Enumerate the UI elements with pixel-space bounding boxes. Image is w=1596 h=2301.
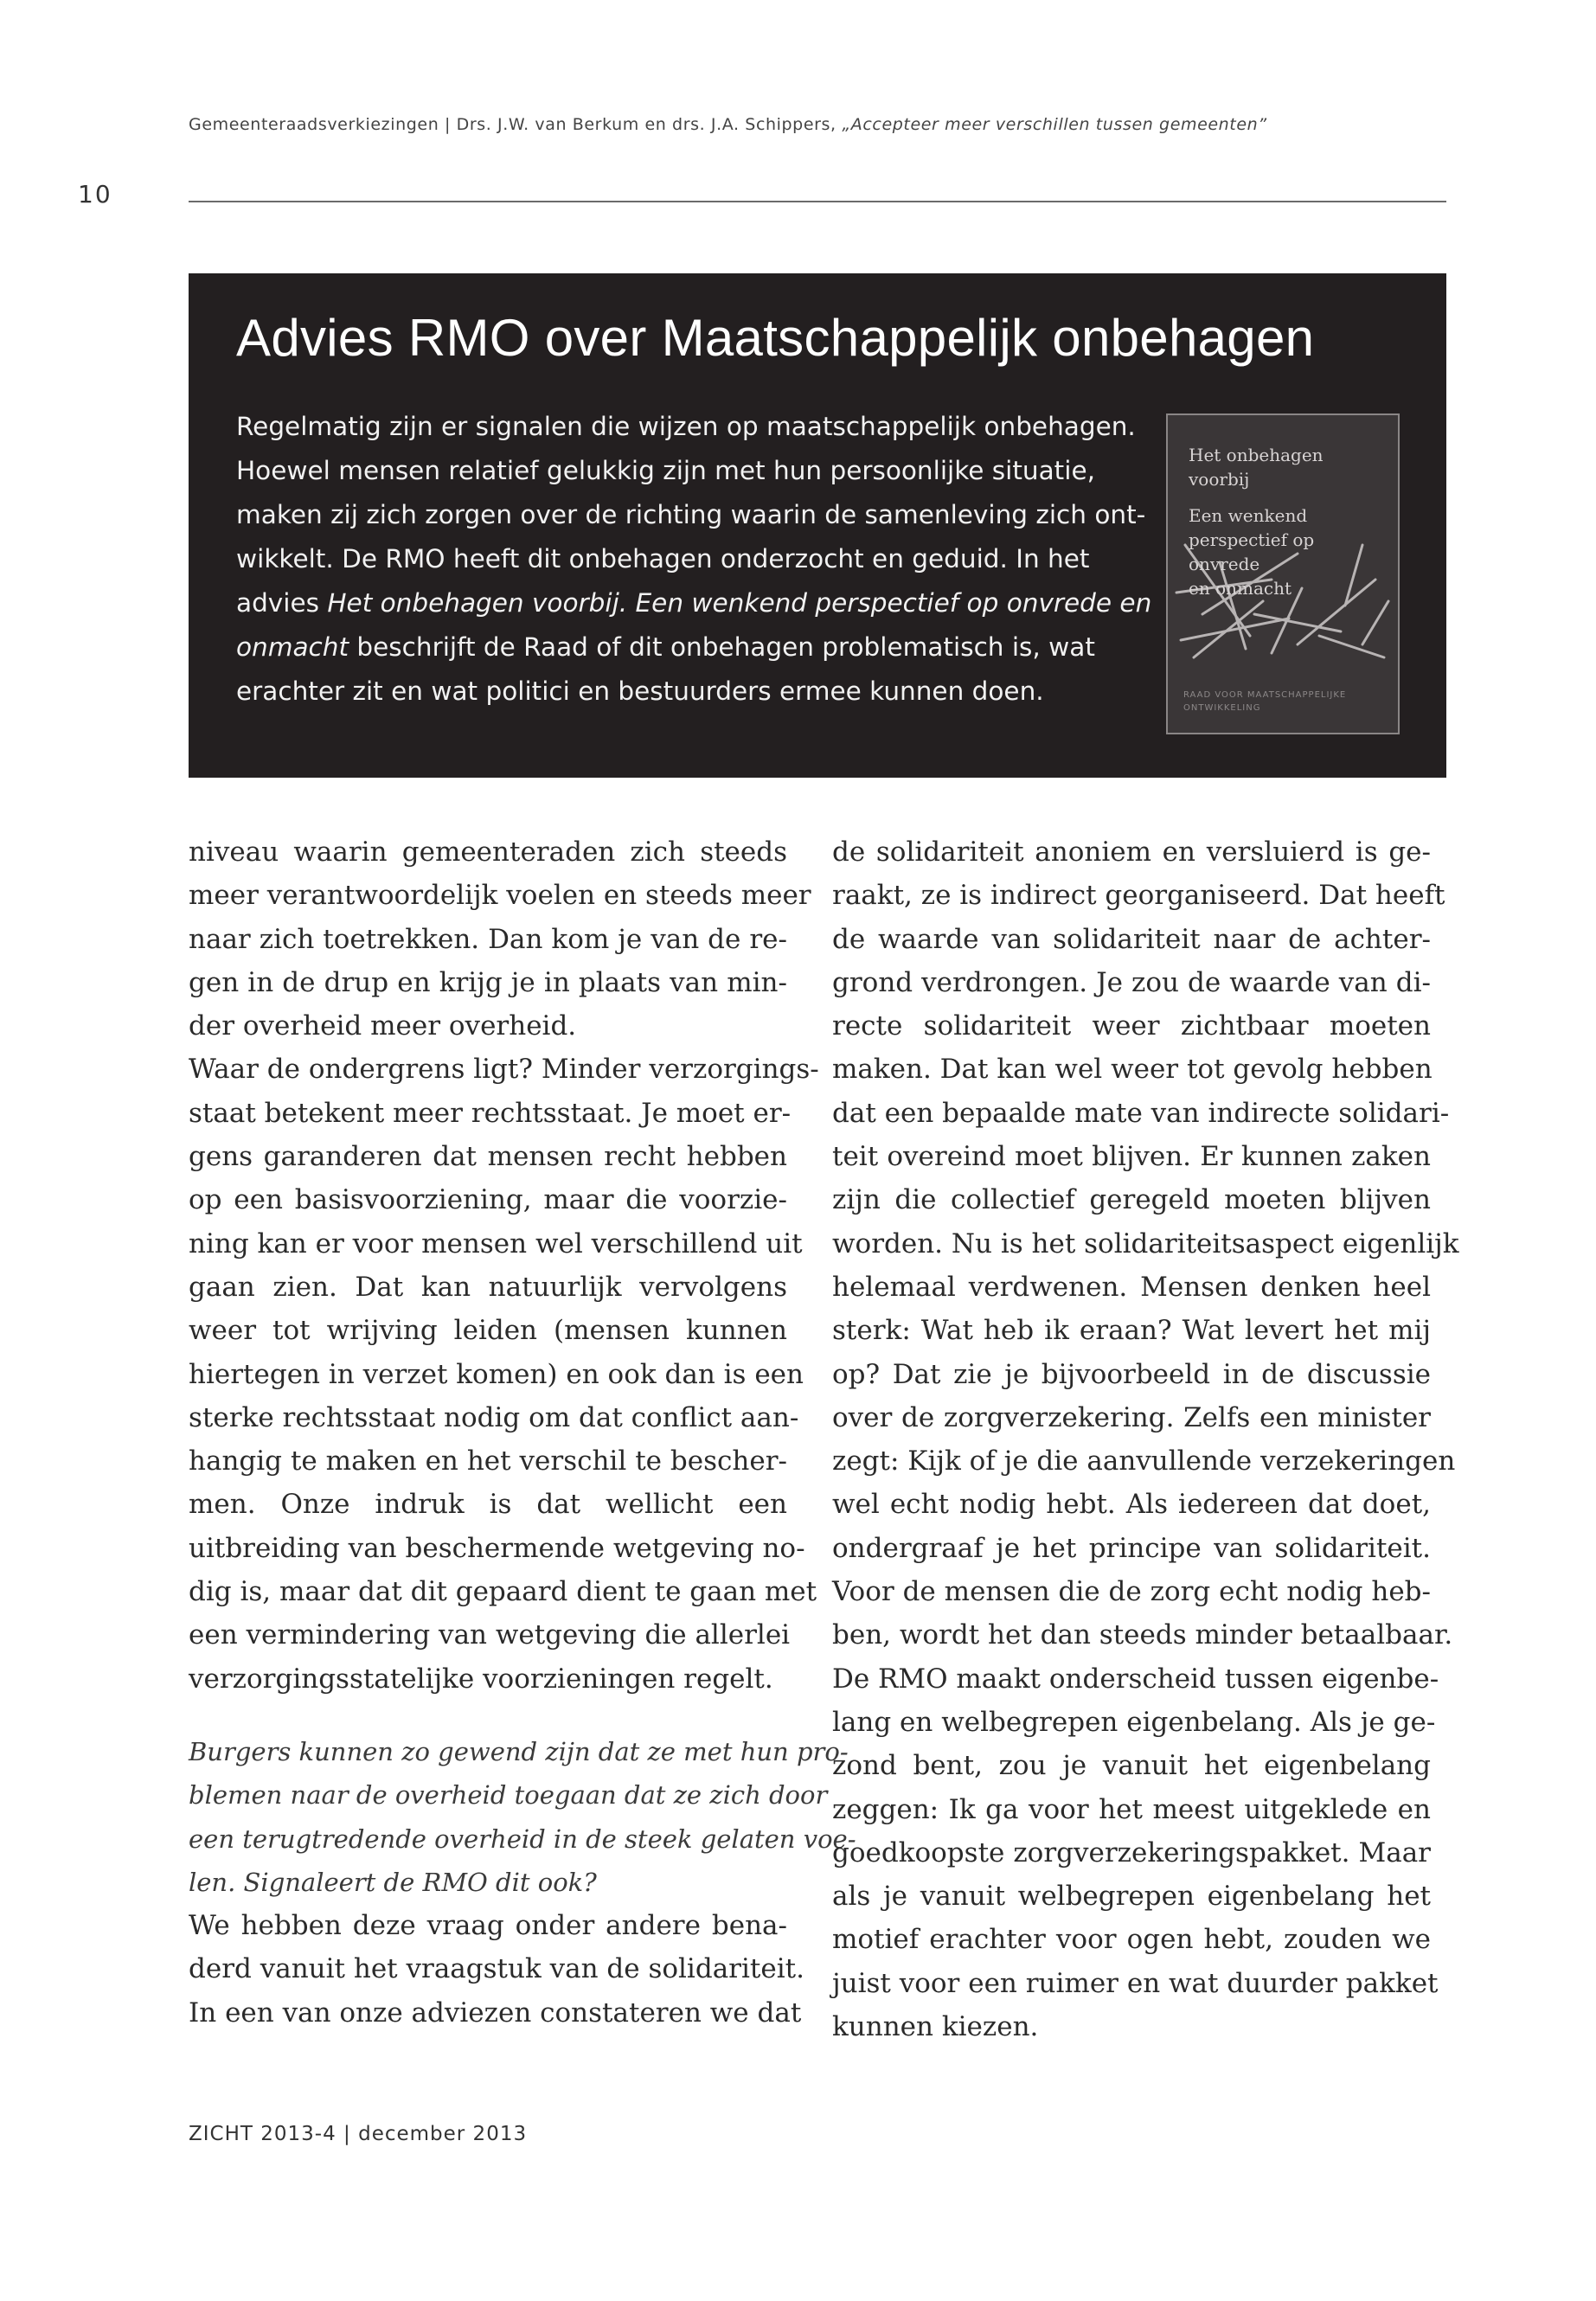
body-line: Waar de ondergrens ligt? Minder verzorgings- xyxy=(189,1054,819,1086)
body-line: meer verantwoordelijk voelen en steeds meer xyxy=(189,880,811,912)
question-line: len. Signaleert de RMO dit ook? xyxy=(189,1867,597,1897)
matchstick xyxy=(1181,619,1289,640)
body-line: der overheid meer overheid. xyxy=(189,1010,577,1042)
body-line: helemaal verdwenen. Mensen denken heel xyxy=(832,1271,1431,1303)
body-line: sterk: Wat heb ik eraan? Wat levert het mij xyxy=(832,1315,1431,1347)
body-line: gens garanderen dat mensen recht hebben xyxy=(189,1141,787,1173)
box-line: Regelmatig zijn er signalen die wijzen op maatschappelijk onbehagen. xyxy=(236,412,1136,441)
body-line: zond bent, zou je vanuit het eigenbelang xyxy=(832,1750,1431,1782)
running-head-authors: Gemeenteraadsverkiezingen | Drs. J.W. van Berkum en drs. J.A. Schippers, xyxy=(189,115,843,134)
body-line: naar zich toetrekken. Dan kom je van de re- xyxy=(189,923,787,955)
body-line: gaan zien. Dat kan natuurlijk vervolgens xyxy=(189,1271,787,1303)
body-line: uitbreiding van beschermende wetgeving no- xyxy=(189,1532,805,1564)
body-line: goedkoopste zorgverzekeringspakket. Maar xyxy=(832,1836,1431,1868)
body-line: zegt: Kijk of je die aanvullende verzekeringen xyxy=(832,1445,1456,1477)
body-line: motief erachter voor ogen hebt, zouden we xyxy=(832,1924,1431,1956)
cover-publisher: RAAD VOOR MAATSCHAPPELIJKE ONTWIKKELING xyxy=(1183,690,1347,713)
body-line: op? Dat zie je bijvoorbeeld in de discussie xyxy=(832,1358,1431,1390)
box-text xyxy=(236,405,1152,714)
box-line: erachter zit en wat politici en bestuurders ermee kunnen doen. xyxy=(236,676,1044,706)
sidebar-box xyxy=(189,273,1446,778)
body-line: ning kan er voor mensen wel verschillend uit xyxy=(189,1227,803,1259)
cover-subtitle-line: perspectief op xyxy=(1189,529,1315,550)
cover-title xyxy=(1189,443,1324,491)
body-line: de waarde van solidariteit naar de achter- xyxy=(832,923,1431,955)
body-line: wel echt nodig hebt. Als iedereen dat doet, xyxy=(832,1489,1431,1521)
matchstick xyxy=(1194,601,1263,657)
body-line: kunnen kiezen. xyxy=(832,2011,1039,2043)
paragraph-gap xyxy=(189,1701,787,1730)
body-line: derd vanuit het vraagstuk van de solidariteit. xyxy=(189,1953,804,1985)
box-line: maken zij zich zorgen over de richting waarin de samenleving zich ont- xyxy=(236,500,1146,529)
body-line: We hebben deze vraag onder andere bena- xyxy=(189,1910,787,1942)
question-line: Burgers kunnen zo gewend zijn dat ze met hun pro- xyxy=(189,1736,849,1766)
box-line: Hoewel mensen relatief gelukkig zijn met hun persoonlijke situatie, xyxy=(236,456,1095,485)
body-line: weer tot wrijving leiden (mensen kunnen xyxy=(189,1315,787,1347)
report-title-italic: Het onbehagen voorbij. Een wenkend perspectief op onvrede en xyxy=(327,588,1152,618)
body-line: raakt, ze is indirect georganiseerd. Dat heeft xyxy=(832,880,1445,912)
box-line xyxy=(236,625,1110,670)
body-line: als je vanuit welbegrepen eigenbelang het xyxy=(832,1881,1431,1913)
body-line: sterke rechtsstaat nodig om dat conflict aan- xyxy=(189,1401,799,1433)
matchstick xyxy=(1362,601,1388,644)
body-line: niveau waarin gemeenteraden zich steeds xyxy=(189,836,787,868)
body-line: zijn die collectief geregeld moeten blijven xyxy=(832,1184,1431,1216)
body-line: een vermindering van wetgeving die allerlei xyxy=(189,1619,791,1651)
footer: ZICHT 2013-4 | december 2013 xyxy=(189,2123,528,2145)
body-line: hangig te maken en het verschil te bescher- xyxy=(189,1445,787,1477)
body-line: worden. Nu is het solidariteitsaspect eigenlijk xyxy=(832,1227,1459,1259)
body-line: over de zorgverzekering. Zelfs een minister xyxy=(832,1401,1431,1433)
box-line xyxy=(236,581,1152,625)
body-line: juist voor een ruimer en wat duurder pakket xyxy=(832,1967,1439,1999)
running-head xyxy=(189,115,1267,134)
body-line: men. Onze indruk is dat wellicht een xyxy=(189,1489,787,1521)
body-line: grond verdrongen. Je zou de waarde van di- xyxy=(832,966,1431,998)
body-line: lang en welbegrepen eigenbelang. Als je ge- xyxy=(832,1706,1436,1738)
body-line: recte solidariteit weer zichtbaar moeten xyxy=(832,1010,1431,1042)
cover-title-line: Het onbehagen xyxy=(1189,445,1324,465)
body-line: maken. Dat kan wel weer tot gevolg hebben xyxy=(832,1054,1433,1086)
body-line: de solidariteit anoniem en versluierd is ge- xyxy=(832,836,1431,868)
body-line: op een basisvoorziening, maar die voorzie- xyxy=(189,1184,787,1216)
report-title-italic: onmacht xyxy=(236,632,349,662)
body-line: verzorgingsstatelijke voorzieningen regelt. xyxy=(189,1663,773,1695)
body-line: zeggen: Ik ga voor het meest uitgeklede en xyxy=(832,1793,1431,1825)
body-line: teit overeind moet blijven. Er kunnen zaken xyxy=(832,1141,1431,1173)
body-line: hiertegen in verzet komen) en ook dan is een xyxy=(189,1358,804,1390)
cover-subtitle-line: Een wenkend xyxy=(1189,505,1308,526)
right-column xyxy=(832,830,1459,2048)
running-head-article-title: „Accepteer meer verschillen tussen gemeenten” xyxy=(842,115,1267,134)
question-line: blemen naar de overheid toegaan dat ze zich door xyxy=(189,1780,828,1811)
body-line: dig is, maar dat dit gepaard dient te gaan met xyxy=(189,1576,817,1608)
left-column xyxy=(189,830,856,2035)
body-line: gen in de drup en krijg je in plaats van min- xyxy=(189,966,787,998)
box-title: Advies RMO over Maatschappelijk onbehagen xyxy=(236,309,1315,367)
question-line: een terugtredende overheid in de steek gelaten voe- xyxy=(189,1823,856,1854)
page-number: 10 xyxy=(78,180,112,208)
box-line: wikkelt. De RMO heeft dit onbehagen onderzocht en geduid. In het xyxy=(236,544,1090,574)
book-cover-image xyxy=(1166,413,1400,734)
body-line: De RMO maakt onderscheid tussen eigenbe- xyxy=(832,1663,1439,1695)
body-line: staat betekent meer rechtsstaat. Je moet er- xyxy=(189,1097,792,1129)
cover-subtitle xyxy=(1189,503,1314,600)
cover-title-line: voorbij xyxy=(1189,469,1250,490)
header-rule xyxy=(189,201,1446,202)
body-line: ondergraaf je het principe van solidariteit. xyxy=(832,1532,1431,1564)
matchstick xyxy=(1319,636,1384,657)
cover-subtitle-line: onvrede xyxy=(1189,554,1260,574)
body-line: Voor de mensen die de zorg echt nodig heb- xyxy=(832,1576,1431,1608)
cover-subtitle-line: en onmacht xyxy=(1189,578,1292,599)
body-line: ben, wordt het dan steeds minder betaalbaar. xyxy=(832,1619,1453,1651)
box-line-text: beschrijft de Raad of dit onbehagen problematisch is, wat xyxy=(349,632,1095,662)
body-line: dat een bepaalde mate van indirecte solidari- xyxy=(832,1097,1450,1129)
body-line: In een van onze adviezen constateren we dat xyxy=(189,1997,802,2029)
box-line-text: advies xyxy=(236,588,328,618)
